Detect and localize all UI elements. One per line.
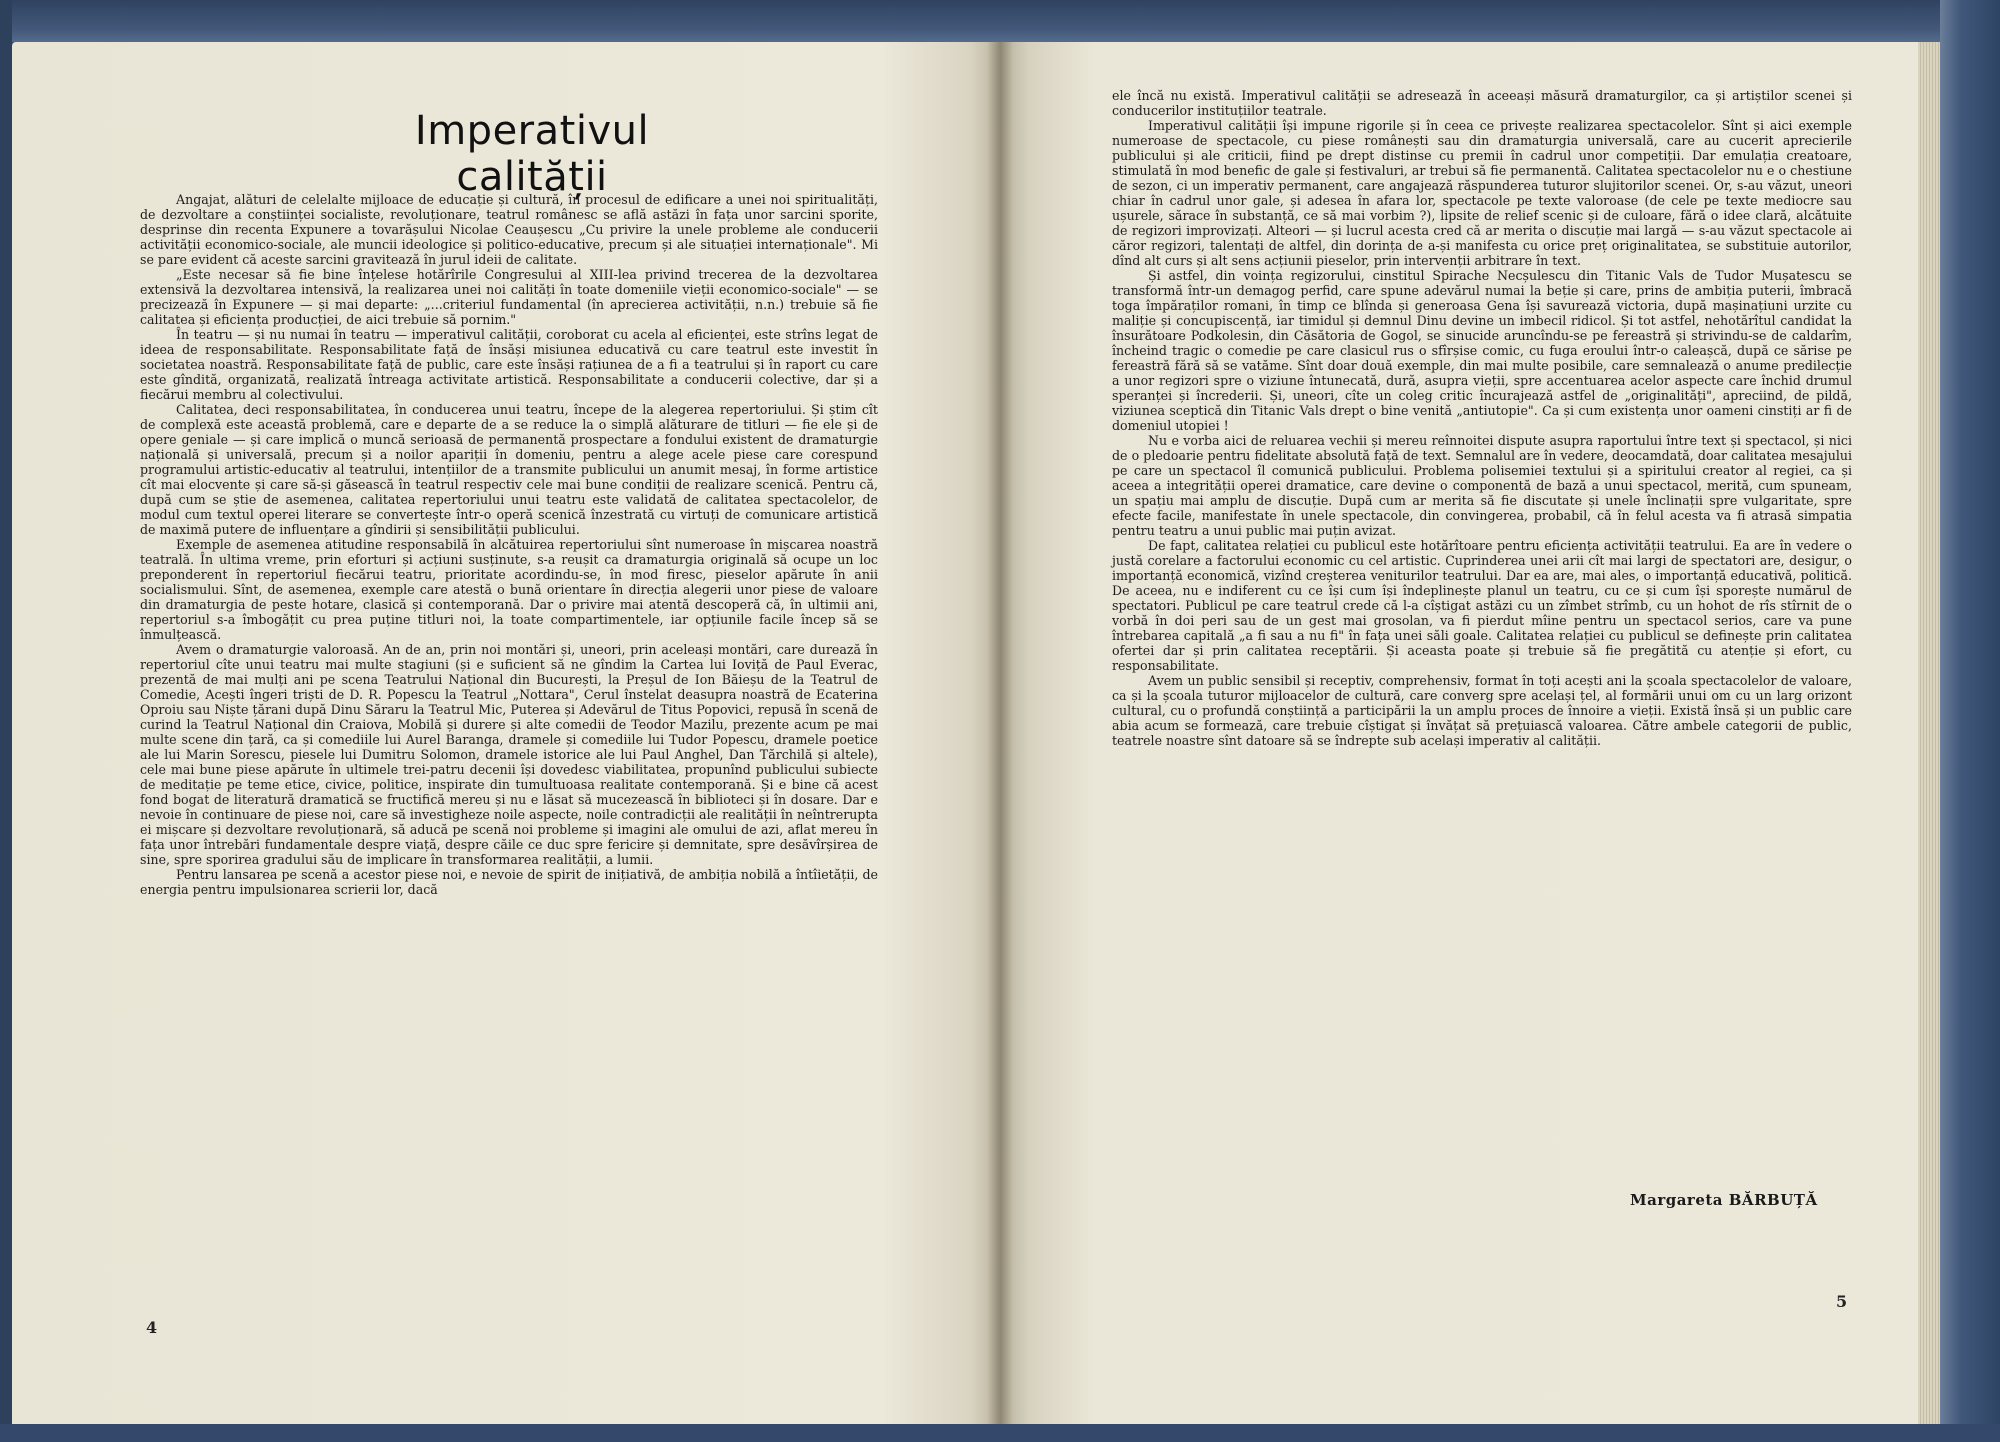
book-gutter-shadow: [987, 42, 1013, 1424]
right-page-text-column: [1112, 88, 1852, 748]
paragraph: ele încă nu există. Imperativul calității se adresează în aceeași măsură dramaturgilor, ca și artiștilor scenei și conducerilor instituțiilor teatrale.: [1112, 88, 1852, 118]
article-title: Imperativul calității: [414, 108, 650, 200]
paragraph: Angajat, alături de celelalte mijloace de educație și cultură, în procesul de edificare a unei noi spiritualități, de dezvoltare a conștiinței socialiste, revoluționare, teatrul românesc se află astăzi în fața unor sarcini sporite, desprinse din recenta Expunere a tovarășului Nicolae Ceaușescu „Cu privire la unele probleme ale conducerii activității economico-sociale, ale muncii ideologice și politico-educative, precum și ale situației internaționale". Mi se pare evident că aceste sarcini gravitează în jurul ideii de calitate.: [140, 192, 878, 267]
book-cover-left-edge: [0, 0, 12, 1442]
paragraph: Exemple de asemenea atitudine responsabilă în alcătuirea repertoriului sînt numeroase în mișcarea noastră teatrală. În ultima vreme, prin eforturi și acțiuni susținute, s-a reușit ca dramaturgia originală să ocupe un loc preponderent în repertoriul fiecărui teatru, prioritate acordindu-se, în mod firesc, pieselor apărute în anii socialismului. Sînt, de asemenea, exemple care atestă o bună orientare în direcția alegerii unor piese de valoare din dramaturgia de peste hotare, clasică și contemporană. Dar o privire mai atentă descoperă că, în ultimii ani, repertoriul s-a îmbogățit cu prea puține titluri noi, la toate compartimentele, iar opțiunile facile încep să se înmulțească.: [140, 537, 878, 642]
page-number-right: 5: [1836, 1292, 1848, 1311]
paragraph: Și astfel, din voința regizorului, cinstitul Spirache Necșulescu din Titanic Vals de Tudor Mușatescu se transformă într-un demagog perfid, care spune adevărul numai la beție și care, prins de ambiția puterii, îmbracă toga împăraților romani, în timp ce blînda și generoasa Gena își savurează victoria, după mașinațiuni urzite cu maliție și concupiscență, iar timidul și demnul Dinu devine un imbecil ridicol. Și tot astfel, nehotărîtul candidat la însurătoare Podkolesin, din Căsătoria de Gogol, se sinucide aruncîndu-se pe fereastră și strivindu-se de caldarîm, încheind tragic o comedie pe care clasicul rus o sfîrșise comic, cu fuga eroului într-o caleașcă, după ce sărise pe fereastră fără să se vatăme. Sînt doar două exemple, din mai multe posibile, care semnalează o anume predilecție a unor regizori spre o viziune întunecată, dură, asupra vieții, spre accentuarea acelor aspecte care închid drumul speranței și încrederii. Și, uneori, cîte un coleg critic încurajează astfel de „originalități", apreciind, de pildă, viziunea sceptică din Titanic Vals drept o bine venită „antiutopie". Ca și cum existența unor oameni cinstiți ar fi de domeniul utopiei !: [1112, 268, 1852, 433]
book-cover-bottom-edge: [0, 1424, 2000, 1442]
paragraph: De fapt, calitatea relației cu publicul este hotărîtoare pentru eficiența activității teatrului. Ea are în vedere o justă corelare a factorului economic cu cel artistic. Cuprinderea unei arii cît mai largi de spectatori are, desigur, o importanță economică, vizînd creșterea veniturilor teatrului. Dar ea are, mai ales, o importanță educativă, politică. De aceea, nu e indiferent cu ce își cum își îndeplinește planul un teatru, cu ce și cum își sporește numărul de spectatori. Publicul pe care teatrul crede că l-a cîștigat astăzi cu un zîmbet strîmb, cu un hohot de rîs stîrnit de o vorbă în doi peri sau de un gest mai grosolan, va fi pierdut mîine pentru un spectacol serios, care va pune întrebarea capitală „a fi sau a nu fi" în fața unei săli goale. Calitatea relației cu publicul se definește prin calitatea ofertei dar și prin calitatea receptării. Și aceasta poate și trebuie să fie pregătită cu atenție și efort, cu responsabilitate.: [1112, 538, 1852, 673]
paragraph: Imperativul calității își impune rigorile și în ceea ce privește realizarea spectacolelor. Sînt și aici exemple numeroase de spectacole, cu piese românești sau din dramaturgia universală, care au cucerit aprecierile publicului și ale criticii, fiind pe drept distinse cu premii în cadrul unor competiții. Dar emulația creatoare, stimulată în mod benefic de gale și festivaluri, ar trebui să fie permanentă. Calitatea spectacolelor nu e o chestiune de sezon, ci un imperativ permanent, care angajează răspunderea tuturor slujitorilor scenei. Or, s-au văzut, uneori chiar în cadrul unor gale, și adesea în afara lor, spectacole pe texte valoroase (de cele pe texte mediocre sau ușurele, sărace în substanță, ce să mai vorbim ?), lipsite de relief scenic și de culoare, fără o idee clară, alcătuite de regizori improvizați. Alteori — și lucrul acesta cred că ar merita o discuție mai largă — s-au văzut spectacole ai căror regizori, talentați de altfel, din dorința de a-și manifesta cu orice preț originalitatea, se substituie autorilor, dînd alt curs și alt sens acțiunii pieselor, prin intervenții arbitrare în text.: [1112, 118, 1852, 268]
paragraph: În teatru — și nu numai în teatru — imperativul calității, coroborat cu acela al eficienței, este strîns legat de ideea de responsabilitate. Responsabilitate față de însăși misiunea educativă cu care teatrul este investit în societatea noastră. Responsabilitate față de public, care este însăși rațiunea de a fi a teatrului și în raport cu care este gîndită, organizată, realizată întreaga activitate artistică. Responsabilitate a conducerii colective, dar și a fiecărui membru al colectivului.: [140, 327, 878, 402]
page-edges: [1918, 42, 1940, 1424]
paragraph: „Este necesar să fie bine înțelese hotărîrile Congresului al XIII-lea privind trecerea de la dezvoltarea extensivă la dezvoltarea intensivă, la realizarea unei noi calități în toate domeniile vieții economico-sociale" — se precizează în Expunere — și mai departe: „...criteriul fundamental (în aprecierea activității, n.n.) trebuie să fie calitatea și eficiența producției, de aici trebuie să pornim.": [140, 267, 878, 327]
left-page: [12, 42, 1000, 1424]
book-cover-top-edge: [0, 0, 2000, 42]
paragraph: Pentru lansarea pe scenă a acestor piese noi, e nevoie de spirit de inițiativă, de ambiția nobilă a întîietății, de energia pentru impulsionarea scrierii lor, dacă: [140, 867, 878, 897]
book-cover-right-edge: [1940, 0, 2000, 1442]
paragraph: Avem un public sensibil și receptiv, comprehensiv, format în toți acești ani la școala spectacolelor de valoare, ca și la școala tuturor mijloacelor de cultură, care converg spre același țel, al formării unui om cu un larg orizont cultural, cu o profundă conștiință a participării la un amplu proces de înnoire a vieții. Există însă și un public care abia acum se formează, care trebuie cîștigat și învățat să prețuiască valoarea. Către ambele categorii de public, teatrele noastre sînt datoare să se îndrepte sub același imperativ al calității.: [1112, 673, 1852, 748]
author-signature: Margareta BĂRBUȚĂ: [1630, 1191, 1818, 1209]
paragraph: Calitatea, deci responsabilitatea, în conducerea unui teatru, începe de la alegerea repertoriului. Și știm cît de complexă este această problemă, care e departe de a se reduce la o simplă alăturare de titluri — fie ele și de opere geniale — și care implică o muncă serioasă de permanentă prospectare a fondului existent de dramaturgie națională și universală, precum și a noilor apariții în domeniu, pentru a alege acele piese care corespund programului artistic-educativ al teatrului, intențiilor de a transmite publicului un anumit mesaj, în forme artistice cît mai elocvente și care să-și găsească în teatrul respectiv cele mai bune condiții de realizare scenică. Pentru că, după cum se știe de asemenea, calitatea repertoriului unui teatru este validată de calitatea spectacolelor, de modul cum textul operei literare se convertește într-o operă scenică înzestrată cu virtuți de comunicare artistică de maximă putere de influențare a gîndirii și sensibilității publicului.: [140, 402, 878, 537]
paragraph: Avem o dramaturgie valoroasă. An de an, prin noi montări și, uneori, prin aceleași montări, care durează în repertoriul cîte unui teatru mai multe stagiuni (și e suficient să ne gîndim la Cartea lui Ioviță de Paul Everac, prezentă de mai mulți ani pe scena Teatrului Național din București, la Preșul de Ion Băieșu de la Teatrul de Comedie, Acești îngeri triști de D. R. Popescu la Teatrul „Nottara", Cerul înstelat deasupra noastră de Ecaterina Oproiu sau Niște țărani după Dinu Săraru la Teatrul Mic, Puterea și Adevărul de Titus Popovici, repusă în scenă de curind la Teatrul Național din Craiova, Mobilă și durere și alte comedii de Teodor Mazilu, prezente acum pe mai multe scene din țară, ca și comediile lui Aurel Baranga, dramele și comediile lui Tudor Popescu, dramele poetice ale lui Marin Sorescu, piesele lui Dumitru Solomon, dramele istorice ale lui Paul Anghel, Dan Tărchilă și altele), cele mai bune piese apărute în ultimele trei-patru decenii își dovedesc viabilitatea, propunînd publicului subiecte de meditație pe teme etice, civice, politice, inspirate din tumultuoasa realitate contemporană. Și e bine că acest fond bogat de literatură dramatică se fructifică mereu și nu e lăsat să mucezească în biblioteci și în dosare. Dar e nevoie în continuare de piese noi, care să investigheze noile aspecte, noile contradicții ale realității în neîntrerupta ei mișcare și dezvoltare revoluționară, să aducă pe scenă noi probleme și imagini ale omului de azi, aflat mereu în fața unor întrebări fundamentale despre viață, despre căile ce duc spre fericire și demnitate, spre desăvîrșirea de sine, spre sporirea gradului său de implicare în transformarea realității, a lumii.: [140, 642, 878, 867]
left-page-text-column: [140, 192, 878, 897]
paragraph: Nu e vorba aici de reluarea vechii și mereu reînnoitei dispute asupra raportului între text și spectacol, și nici de o pledoarie pentru fidelitate absolută față de text. Semnalul are în vedere, deocamdată, doar calitatea mesajului pe care un spectacol îl comunică publicului. Problema polisemiei textului și a spiritului creator al regiei, ca și aceea a integrității operei dramatice, care devine o componentă de bază a unui spectacol, merită, cum spuneam, un spațiu mai amplu de discuție. După cum ar merita să fie discutate și unele înclinații spre vulgaritate, spre efecte facile, manifestate în unele spectacole, din convingerea, probabil, că în felul acesta va fi atrasă simpatia pentru teatru a unui public mai puțin avizat.: [1112, 433, 1852, 538]
page-number-left: 4: [146, 1318, 158, 1337]
